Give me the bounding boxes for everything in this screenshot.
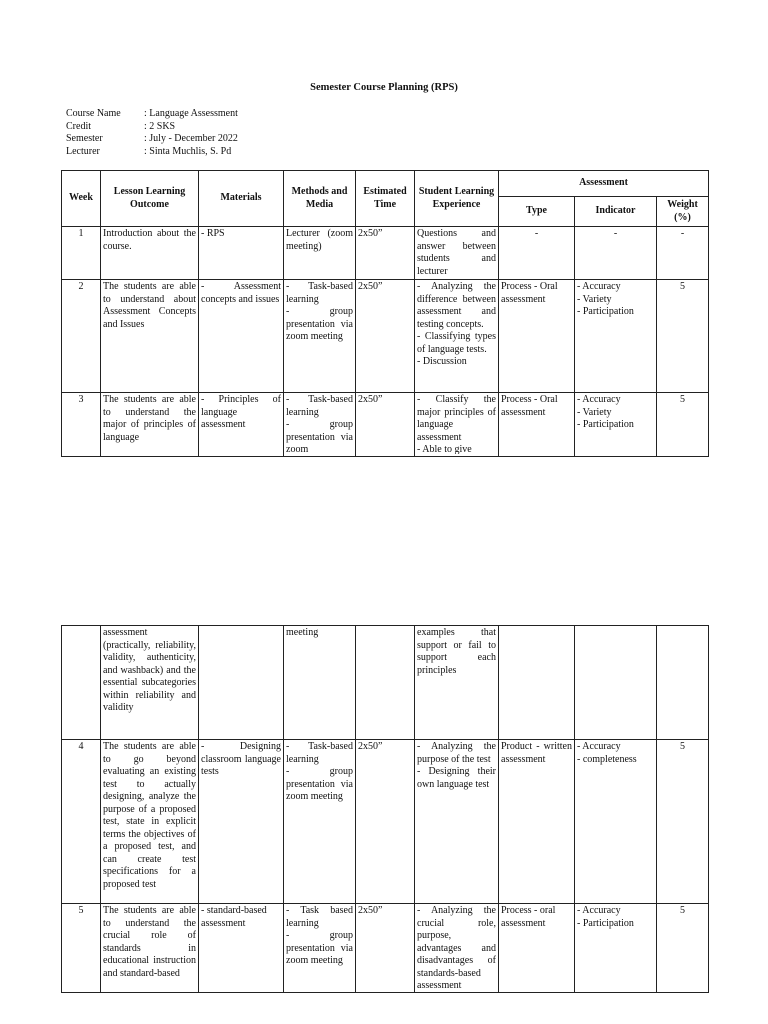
col-type-header: Type: [499, 197, 575, 227]
col-assessment-header: Assessment: [499, 171, 709, 197]
materials-cell: - Assessment concepts and issues: [199, 280, 284, 393]
outcome-cell: The students are able to understand about Assessment Concepts and Issues: [101, 280, 199, 393]
methods-cell: - Task-based learning - group presentation via zoom meeting: [284, 740, 356, 904]
outcome-cell: [101, 393, 199, 457]
rps-table-continued: [61, 625, 709, 993]
table-row: [62, 227, 709, 280]
type-cell: Product - written assessment: [499, 740, 575, 904]
col-week-header: Week: [62, 171, 101, 227]
weight-cell: 5: [657, 740, 709, 904]
lecturer-value: : Sinta Muchlis, S. Pd: [144, 145, 232, 157]
week-cell: 4: [62, 740, 101, 904]
week-cell: 5: [62, 904, 101, 993]
materials-cell: [199, 626, 284, 740]
rps-table: [61, 170, 709, 457]
experience-cell: [415, 904, 499, 993]
col-experience-header: Student Learning Experience: [415, 171, 499, 227]
methods-cell: - Task based learning - group presentation via zoom meeting: [284, 904, 356, 993]
type-cell: -: [499, 227, 575, 280]
methods-cell: [284, 393, 356, 457]
week-cell: 1: [62, 227, 101, 280]
col-materials-header: Materials: [199, 171, 284, 227]
experience-cell: examples that support or fail to support each principles: [415, 626, 499, 740]
course-name-label: Course Name: [66, 108, 121, 119]
materials-cell: - standard-based assessment: [199, 904, 284, 993]
weight-cell: -: [657, 227, 709, 280]
experience-text: - Classify the major principles of language assessment - Able to give: [417, 394, 496, 454]
semester-value: : July - December 2022: [144, 133, 238, 144]
indicator-cell: - Accuracy - Variety - Participation: [575, 280, 657, 393]
experience-cell: Questions and answer between students and lecturer: [415, 227, 499, 280]
semester-row: [66, 133, 238, 146]
type-cell: Process - Oral assessment: [499, 280, 575, 393]
outcome-text: The students are able to understand the crucial role of standards in educational instruction and standard-based: [103, 905, 196, 979]
time-cell: 2x50”: [356, 227, 415, 280]
week-cell: 2: [62, 280, 101, 393]
col-time-header: Estimated Time: [356, 171, 415, 227]
type-cell: Process - Oral assessment: [499, 393, 575, 457]
table-row: [62, 280, 709, 393]
table-row: [62, 740, 709, 904]
time-cell: 2x50”: [356, 280, 415, 393]
col-indicator-header: Indicator: [575, 197, 657, 227]
course-info: [66, 108, 238, 158]
experience-text: - Analyzing the crucial role, purpose, advantages and disadvantages of standards-based assessment: [417, 905, 496, 989]
credit-row: [66, 121, 238, 134]
outcome-cell: Introduction about the course.: [101, 227, 199, 280]
time-cell: 2x50”: [356, 740, 415, 904]
experience-cell: [415, 393, 499, 457]
col-methods-header: Methods and Media: [284, 171, 356, 227]
methods-text: - Task-based learning - group presentation via zoom: [286, 394, 353, 454]
course-name-row: [66, 108, 238, 121]
lecturer-row: [66, 146, 238, 159]
col-outcome-header: Lesson Learning Outcome: [101, 171, 199, 227]
methods-cell: Lecturer (zoom meeting): [284, 227, 356, 280]
week-cell: 3: [62, 393, 101, 457]
experience-cell: - Analyzing the difference between assessment and testing concepts. - Classifying types of language tests. - Discussion: [415, 280, 499, 393]
table-header: [62, 171, 709, 227]
week-cell: [62, 626, 101, 740]
time-cell: 2x50”: [356, 393, 415, 457]
credit-value: : 2 SKS: [144, 120, 176, 132]
weight-cell: 5: [657, 904, 709, 993]
experience-cell: - Analyzing the purpose of the test - Designing their own language test: [415, 740, 499, 904]
methods-cell: meeting: [284, 626, 356, 740]
course-name-value: : Language Assessment: [144, 108, 238, 119]
table-row: [62, 626, 709, 740]
table-row: [62, 904, 709, 993]
credit-label: Credit: [66, 120, 91, 132]
indicator-cell: -: [575, 227, 657, 280]
outcome-text: The students are able to understand the major of principles of language: [103, 394, 196, 443]
weight-cell: 5: [657, 280, 709, 393]
time-cell: [356, 626, 415, 740]
indicator-cell: - Accuracy - completeness: [575, 740, 657, 904]
methods-cell: - Task-based learning - group presentation via zoom meeting: [284, 280, 356, 393]
lecturer-label: Lecturer: [66, 145, 100, 157]
type-cell: Process - oral assessment: [499, 904, 575, 993]
col-weight-header: Weight (%): [657, 197, 709, 227]
indicator-cell: - Accuracy - Variety - Participation: [575, 393, 657, 457]
indicator-cell: - Accuracy - Participation: [575, 904, 657, 993]
page-title: Semester Course Planning (RPS): [310, 82, 458, 93]
outcome-cell: assessment (practically, reliability, validity, authenticity, and washback) and the essential subcategories within reliability and validity: [101, 626, 199, 740]
type-cell: [499, 626, 575, 740]
indicator-cell: [575, 626, 657, 740]
semester-label: Semester: [66, 133, 103, 144]
table-row: [62, 393, 709, 457]
outcome-cell: [101, 904, 199, 993]
weight-cell: [657, 626, 709, 740]
materials-cell: - Designing classroom language tests: [199, 740, 284, 904]
time-cell: 2x50”: [356, 904, 415, 993]
materials-cell: - RPS: [199, 227, 284, 280]
materials-cell: - Principles of language assessment: [199, 393, 284, 457]
weight-cell: 5: [657, 393, 709, 457]
outcome-cell: The students are able to go beyond evaluating an existing test to actually designing, analyze the purpose of a proposed test, state in explicit terms the objectives of a proposed test, and can create test specifications for a proposed test: [101, 740, 199, 904]
